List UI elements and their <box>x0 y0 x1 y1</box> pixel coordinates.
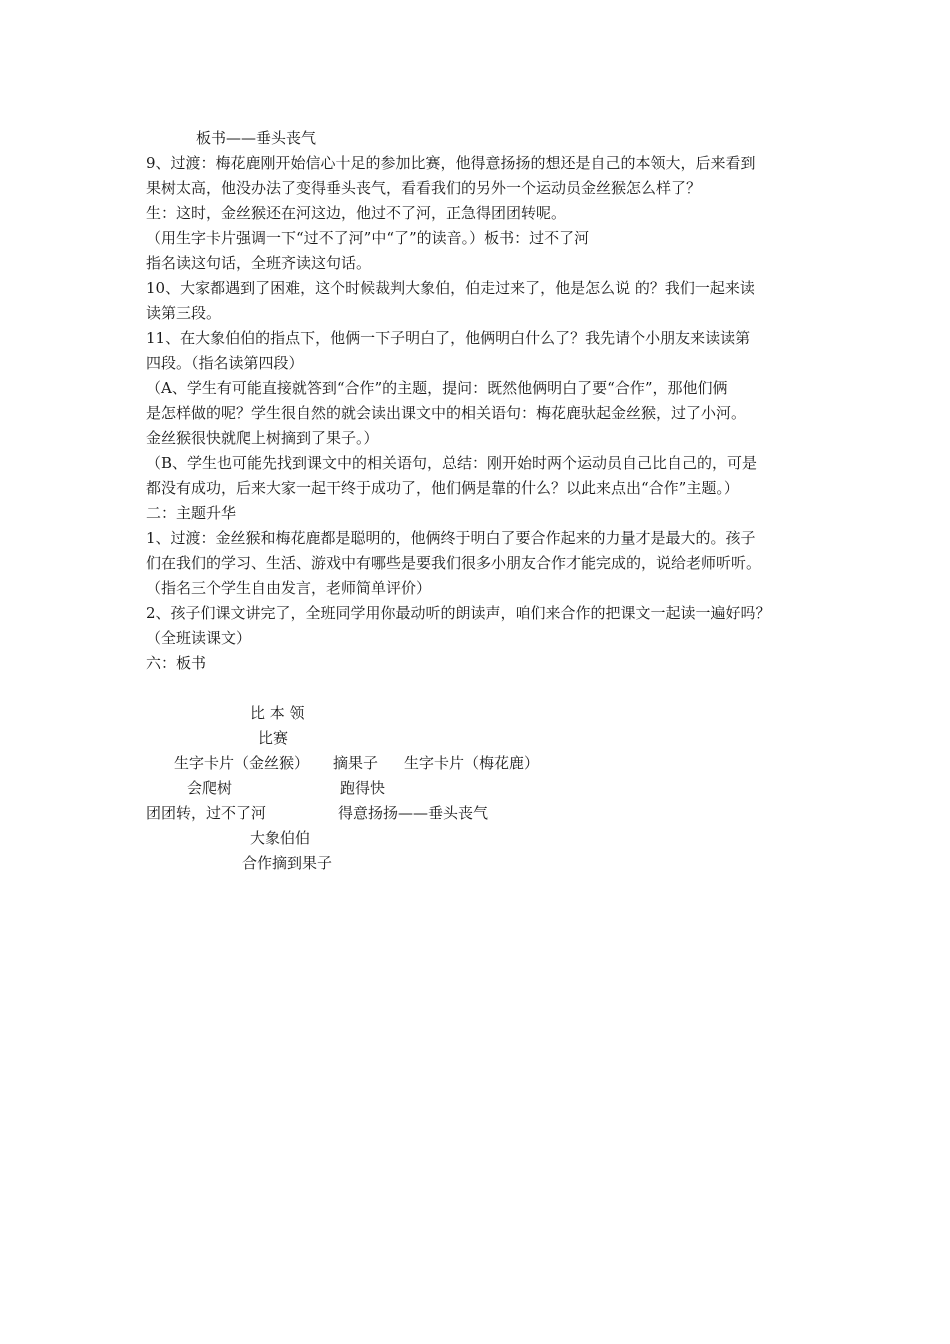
student-response: 生：这时，金丝猴还在河这边，他过不了河，正急得团团转呢。 <box>146 204 567 222</box>
paragraph-10-line-2: 读第三段。 <box>146 304 222 322</box>
board-monkey-trouble: 团团转，过不了河 <box>146 804 267 822</box>
option-a-line-2: 是怎样做的呢？学生很自然的就会读出课文中的相关语句：梅花鹿驮起金丝猴，过了小河。 <box>146 404 747 422</box>
paragraph-11-line-2: 四段。（指名读第四段） <box>146 354 304 372</box>
board-elephant: 大象伯伯 <box>250 829 311 847</box>
board-pick-fruit: 摘果子 <box>333 754 379 772</box>
section-2-item-1-line-1: 1、过渡：金丝猴和梅花鹿都是聪明的，他俩终于明白了要合作起来的力量才是最大的。孩子 <box>146 529 756 547</box>
option-a-line-1: （A、学生有可能直接就答到“合作”的主题，提问：既然他俩明白了要“合作”，那他们俩 <box>146 379 728 397</box>
section-2-item-1-line-2: 们在我们的学习、生活、游戏中有哪些是要我们很多小朋友合作才能完成的，说给老师听听。 <box>146 554 762 572</box>
board-row-1: 比 本 领 <box>250 704 305 722</box>
card-instruction: （用生字卡片强调一下“过不了河”中“了”的读音。）板书：过不了河 <box>146 229 590 247</box>
section-2-item-2-line-1: 2、孩子们课文讲完了，全班同学用你最动听的朗读声，咱们来合作的把课文一起读一遍好吗？ <box>146 604 771 622</box>
section-6-title: 六：板书 <box>146 654 207 672</box>
board-deer-trouble: 得意扬扬——垂头丧气 <box>338 804 489 822</box>
paragraph-9-line-1: 9、过渡：梅花鹿刚开始信心十足的参加比赛，他得意扬扬的想还是自己的本领大，后来看到 <box>146 154 756 172</box>
paragraph-11-line-1: 11、在大象伯伯的指点下，他俩一下子明白了，他俩明白什么了？我先请个小朋友来读读第 <box>146 329 751 347</box>
option-b-line-1: （B、学生也可能先找到课文中的相关语句，总结：刚开始时两个运动员自己比自己的，可是 <box>146 454 758 472</box>
section-2-item-2-line-2: （全班读课文） <box>146 629 252 647</box>
board-run-fast: 跑得快 <box>340 779 386 797</box>
board-card-deer: 生字卡片（梅花鹿） <box>404 754 540 772</box>
option-b-line-2: 都没有成功，后来大家一起干终于成功了，他们俩是靠的什么？以此来点出“合作”主题。） <box>146 479 739 497</box>
section-2-item-1-line-3: （指名三个学生自由发言，老师简单评价） <box>146 579 432 597</box>
paragraph-9-line-2: 果树太高，他没办法了变得垂头丧气，看看我们的另外一个运动员金丝猴怎么样了？ <box>146 179 702 197</box>
option-a-line-3: 金丝猴很快就爬上树摘到了果子。） <box>146 429 379 447</box>
board-row-2: 比赛 <box>258 729 289 747</box>
reading-instruction: 指名读这句话，全班齐读这句话。 <box>146 254 372 272</box>
section-2-title: 二：主题升华 <box>146 504 237 522</box>
board-card-monkey: 生字卡片（金丝猴） <box>174 754 310 772</box>
board-cooperation: 合作摘到果子 <box>242 854 333 872</box>
board-climb-tree: 会爬树 <box>187 779 233 797</box>
board-note-1: 板书——垂头丧气 <box>196 129 317 147</box>
paragraph-10-line-1: 10、大家都遇到了困难，这个时候裁判大象伯，伯走过来了，他是怎么说 的？我们一起来读 <box>146 279 755 297</box>
